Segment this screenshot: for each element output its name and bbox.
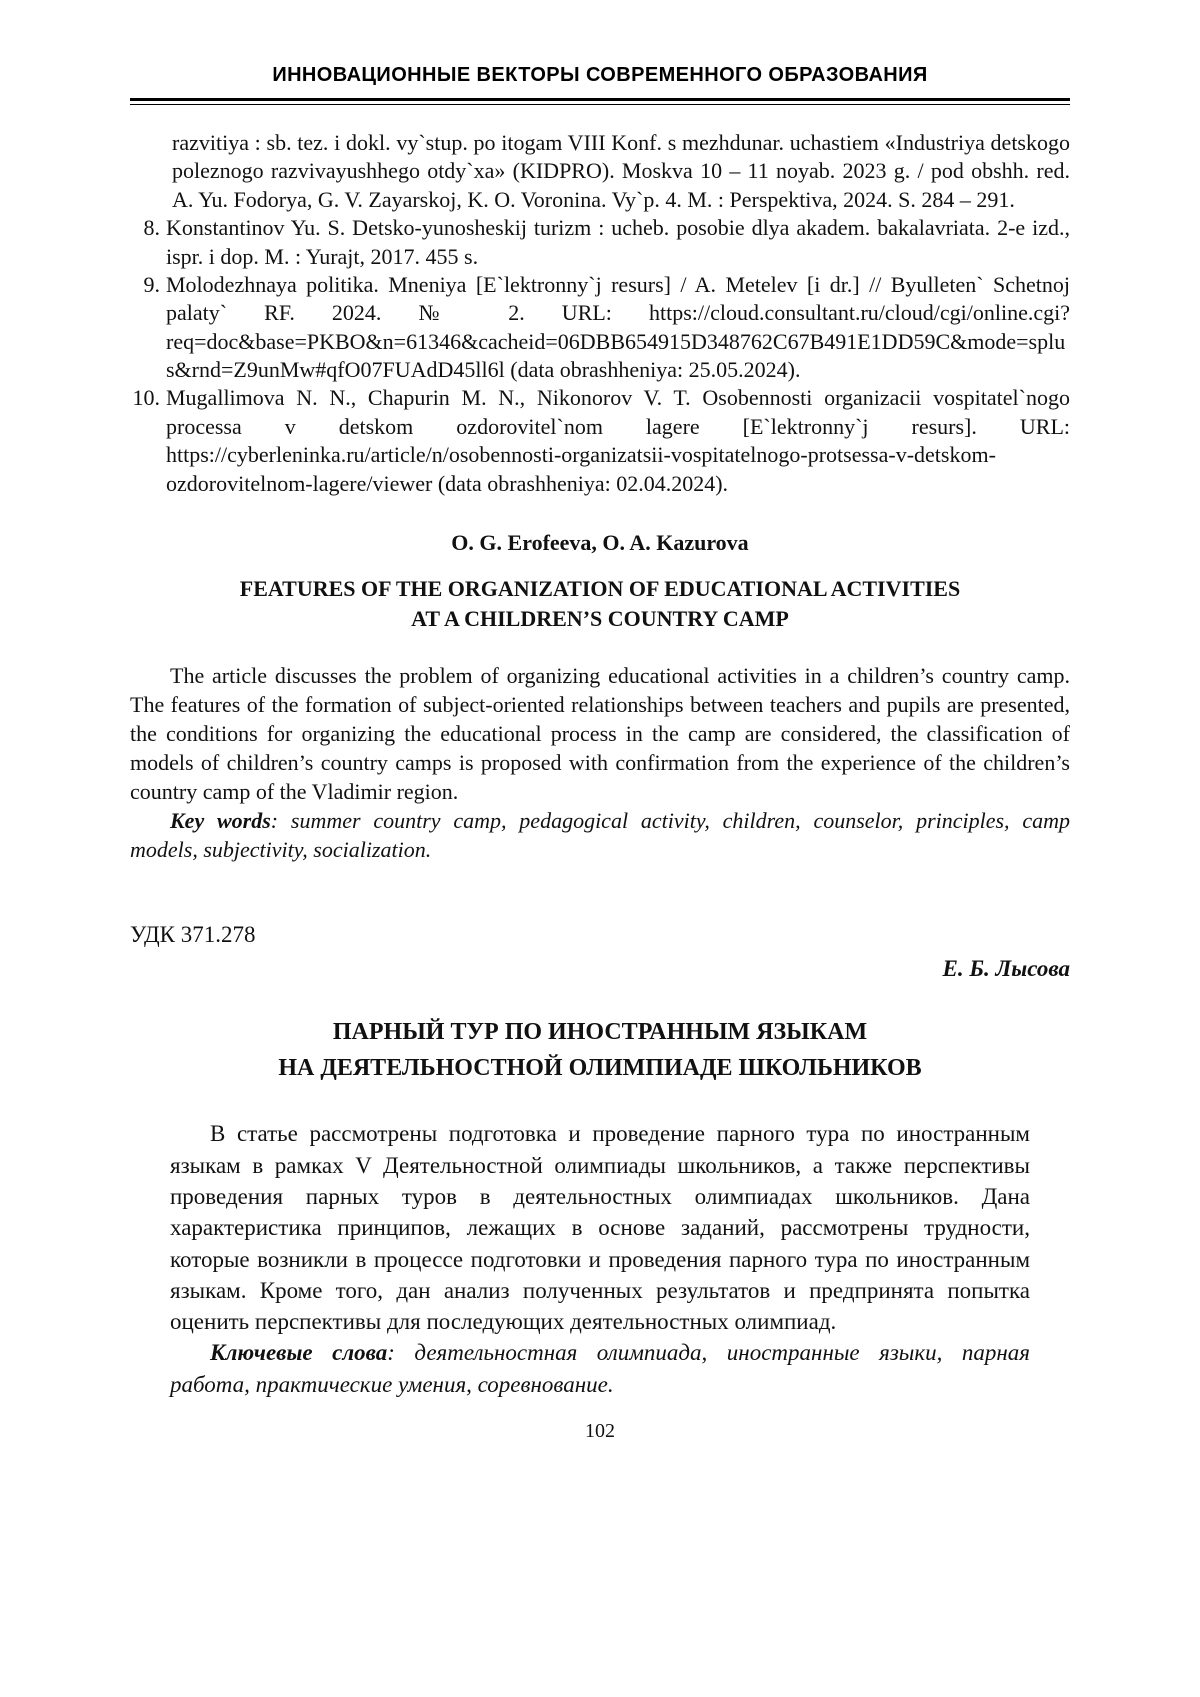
article-title-en-line1: FEATURES OF THE ORGANIZATION OF EDUCATIONAL ACTIVITIES <box>239 575 961 601</box>
article-author-ru: Е. Б. Лысова <box>942 956 1070 982</box>
udc-code: УДК 371.278 <box>130 922 256 948</box>
article-title-ru-line1: ПАРНЫЙ ТУР ПО ИНОСТРАННЫМ ЯЗЫКАМ <box>332 1019 868 1046</box>
reference-text: Mugallimova N. N., Chapurin M. N., Nikonorov V. T. Osobennosti organizacii vospitatel`nogo processa v detskom ozdorovitel`nom lagere [E`lektronny`j resurs]. URL: https://cyberleninka.ru/article/n/osobennosti-organizatsii-vospitatelnogo-protsessa-v-detskom-ozdorovitelnom-lagere/viewer (data obrashheniya: 02.04.2024). <box>166 385 1070 496</box>
article-english-section <box>130 530 1070 865</box>
keywords-label-en: Key words <box>170 808 271 834</box>
article-abstract-ru: В статье рассмотрены подготовка и проведение парного тура по иностранным языкам в рамках V Деятельностной олимпиады школьников, а также перспективы проведения парных туров в деятельностных олимпиадах школьников. Дана характеристика принципов, лежащих в основе заданий, рассмотрены трудности, которые возникли в процессе подготовки и проведения парного тура по иностранным языкам. Кроме того, дан анализ полученных результатов и предпринята попытка оценить перспективы для последующих деятельностных олимпиад. <box>170 1121 1030 1335</box>
article-authors-en: O. G. Erofeeva, O. A. Kazurova <box>451 529 749 555</box>
header-rule <box>130 98 1070 105</box>
reference-text: Molodezhnaya politika. Mneniya [E`lektronny`j resurs] / A. Metelev [i dr.] // Byulleten` Schetnoj palaty` RF. 2024. № 2. URL: https://cloud.consultant.ru/cloud/cgi/online.cgi?req=doc&base=PKBO&n=61346&cacheid=06DBB654915D348762C67B491E1DD59C&mode=splus&rnd=Z9unMw#qfO07FUAdD45ll6l (data obrashheniya: 25.05.2024). <box>166 271 1070 382</box>
reference-list <box>130 129 1070 498</box>
keywords-text-ru: : деятельностная олимпиада, иностранные языки, парная работа, практические умения, соревнование. <box>170 1340 1030 1397</box>
article-keywords-en <box>130 806 1070 864</box>
reference-continuation: razvitiya : sb. tez. i dokl. vy`stup. po itogam VIII Konf. s mezhdunar. uchastiem «Industriya detskogo poleznogo razvivayushhego otdy`xa» (KIDPRO). Moskva 10 – 11 noyab. 2023 g. / pod obshh. red. A. Yu. Fodorya, G. V. Zayarskoj, K. O. Voronina. Vy`p. 4. M. : Perspektiva, 2024. S. 284 – 291. <box>172 130 1070 212</box>
reference-item-10 <box>130 384 1070 498</box>
running-header <box>130 64 1070 105</box>
reference-number: 8. <box>143 215 160 241</box>
article-title-ru-line2: НА ДЕЯТЕЛЬНОСТНОЙ ОЛИМПИАДЕ ШКОЛЬНИКОВ <box>278 1055 922 1082</box>
article-keywords-ru <box>170 1337 1030 1400</box>
reference-number: 10. <box>132 385 160 411</box>
keywords-text-en: : summer country camp, pedagogical activity, children, counselor, principles, camp models, subjectivity, socialization. <box>130 808 1070 863</box>
article-abstract-en: The article discusses the problem of organizing educational activities in a children’s country camp. The features of the formation of subject-oriented relationships between teachers and pupils are presented, the conditions for organizing the educational process in the camp are considered, the classification of models of children’s country camps is proposed with confirmation from the experience of the children’s country camp of the Vladimir region. <box>130 663 1070 805</box>
reference-item-8 <box>130 214 1070 271</box>
reference-text: Konstantinov Yu. S. Detsko-yunosheskij turizm : ucheb. posobie dlya akadem. bakalavriata. 2-e izd., ispr. i dop. M. : Yurajt, 2017. 455 s. <box>166 215 1070 269</box>
article-title-en <box>130 574 1070 633</box>
keywords-label-ru: Ключевые слова <box>210 1340 388 1366</box>
page-number: 102 <box>585 1419 615 1442</box>
running-header-title: ИННОВАЦИОННЫЕ ВЕКТОРЫ СОВРЕМЕННОГО ОБРАЗОВАНИЯ <box>272 64 928 86</box>
article-russian-section <box>130 922 1070 1399</box>
article-title-ru <box>130 1014 1070 1086</box>
reference-item-9 <box>130 271 1070 385</box>
article-title-en-line2: AT A CHILDREN’S COUNTRY CAMP <box>411 605 789 631</box>
reference-number: 9. <box>143 271 160 297</box>
